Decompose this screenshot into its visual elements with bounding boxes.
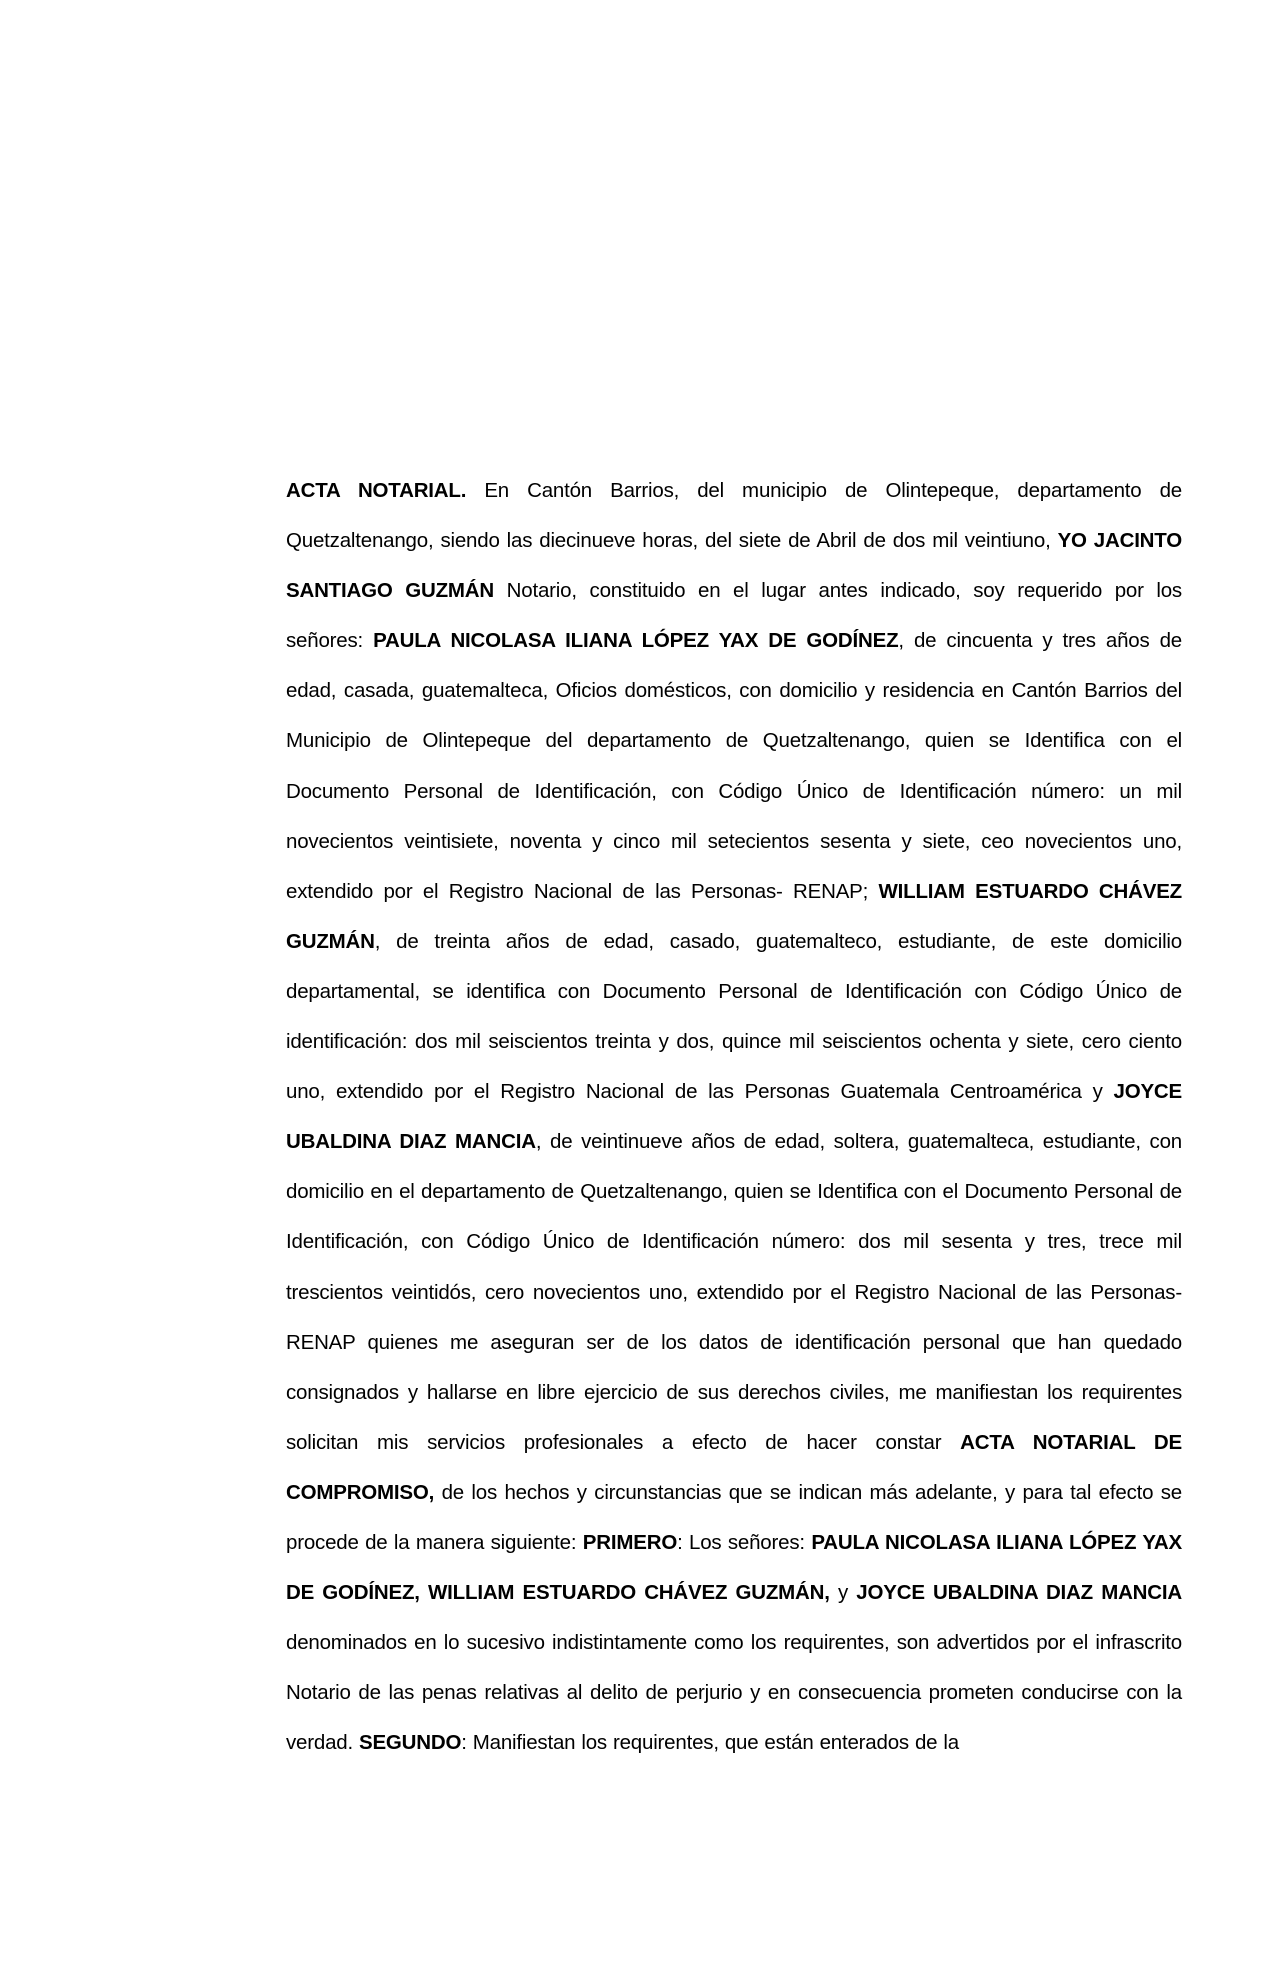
text-run: : Los señores: — [677, 1530, 812, 1554]
requirent-name-1: PAULA NICOLASA ILIANA LÓPEZ YAX DE GODÍNEZ — [373, 629, 899, 653]
notarial-act-paragraph — [286, 466, 1182, 1768]
text-run: : Manifiestan los requirentes, que están enterados de la — [461, 1731, 959, 1755]
requirent-name-2: WILLIAM ESTUARDO CHÁVEZ GUZMÁN — [286, 879, 1182, 953]
requirent-names-group: PAULA NICOLASA ILIANA LÓPEZ YAX DE GODÍNEZ, WILLIAM ESTUARDO CHÁVEZ GUZMÁN, — [286, 1530, 1182, 1605]
text-run: denominados en lo sucesivo indistintamente como los requirentes, son advertidos por el infrascrito Notario de las penas relativas al delito de perjurio y en consecuencia prometen conducirse con la verdad. — [286, 1631, 1182, 1755]
requirent-name-3-repeat: JOYCE UBALDINA DIAZ MANCIA — [856, 1581, 1182, 1605]
notary-name: YO JACINTO SANTIAGO GUZMÁN — [286, 529, 1182, 603]
text-run: y — [829, 1581, 857, 1605]
clause-primero: PRIMERO — [582, 1530, 678, 1554]
text-run: , de veintinueve años de edad, soltera, guatemalteca, estudiante, con domicilio en el departamento de Quetzaltenango, quien se Identifica con el Documento Personal de Identificación, con Código Único de Identificación número: dos mil sesenta y tres, trece mil trescientos veintidós, cero novecientos uno, extendido por el Registro Nacional de las Personas- RENAP quienes me aseguran ser de los datos de identificación personal que han quedado consignados y hallarse en libre ejercicio de sus derechos civiles, me manifiestan los requirentes solicitan mis servicios profesionales a efecto de hacer constar — [286, 1130, 1182, 1454]
text-run: En Cantón Barrios, del municipio de Olintepeque, departamento de Quetzaltenango, siendo las diecinueve horas, del siete de Abril de dos mil veintiuno, — [286, 479, 1182, 553]
text-run: , de treinta años de edad, casado, guatemalteco, estudiante, de este domicilio departamental, se identifica con Documento Personal de Identificación con Código Único de identificación: dos mil seiscientos treinta y dos, quince mil seiscientos ochenta y siete, cero ciento uno, extendido por el Registro Nacional de las Personas Guatemala Centroamérica y — [286, 929, 1182, 1104]
acta-compromiso-title: ACTA NOTARIAL DE COMPROMISO, — [286, 1430, 1182, 1504]
clause-segundo: SEGUNDO — [358, 1731, 462, 1755]
requirent-name-3: JOYCE UBALDINA DIAZ MANCIA — [286, 1080, 1182, 1154]
heading-acta-notarial: ACTA NOTARIAL. — [286, 479, 467, 502]
text-run: , de cincuenta y tres años de edad, casada, guatemalteca, Oficios domésticos, con domicilio y residencia en Cantón Barrios del Municipio de Olintepeque del departamento de Quetzaltenango, quien se Identifica con el Documento Personal de Identificación, con Código Único de Identificación número: un mil novecientos veintisiete, noventa y cinco mil setecientos sesenta y siete, ceo novecientos uno, extendido por el Registro Nacional de las Personas- RENAP; — [286, 629, 1182, 903]
text-run: Notario, constituido en el lugar antes indicado, soy requerido por los señores: — [286, 579, 1182, 653]
text-run: de los hechos y circunstancias que se indican más adelante, y para tal efecto se procede de la manera siguiente: — [286, 1480, 1182, 1554]
